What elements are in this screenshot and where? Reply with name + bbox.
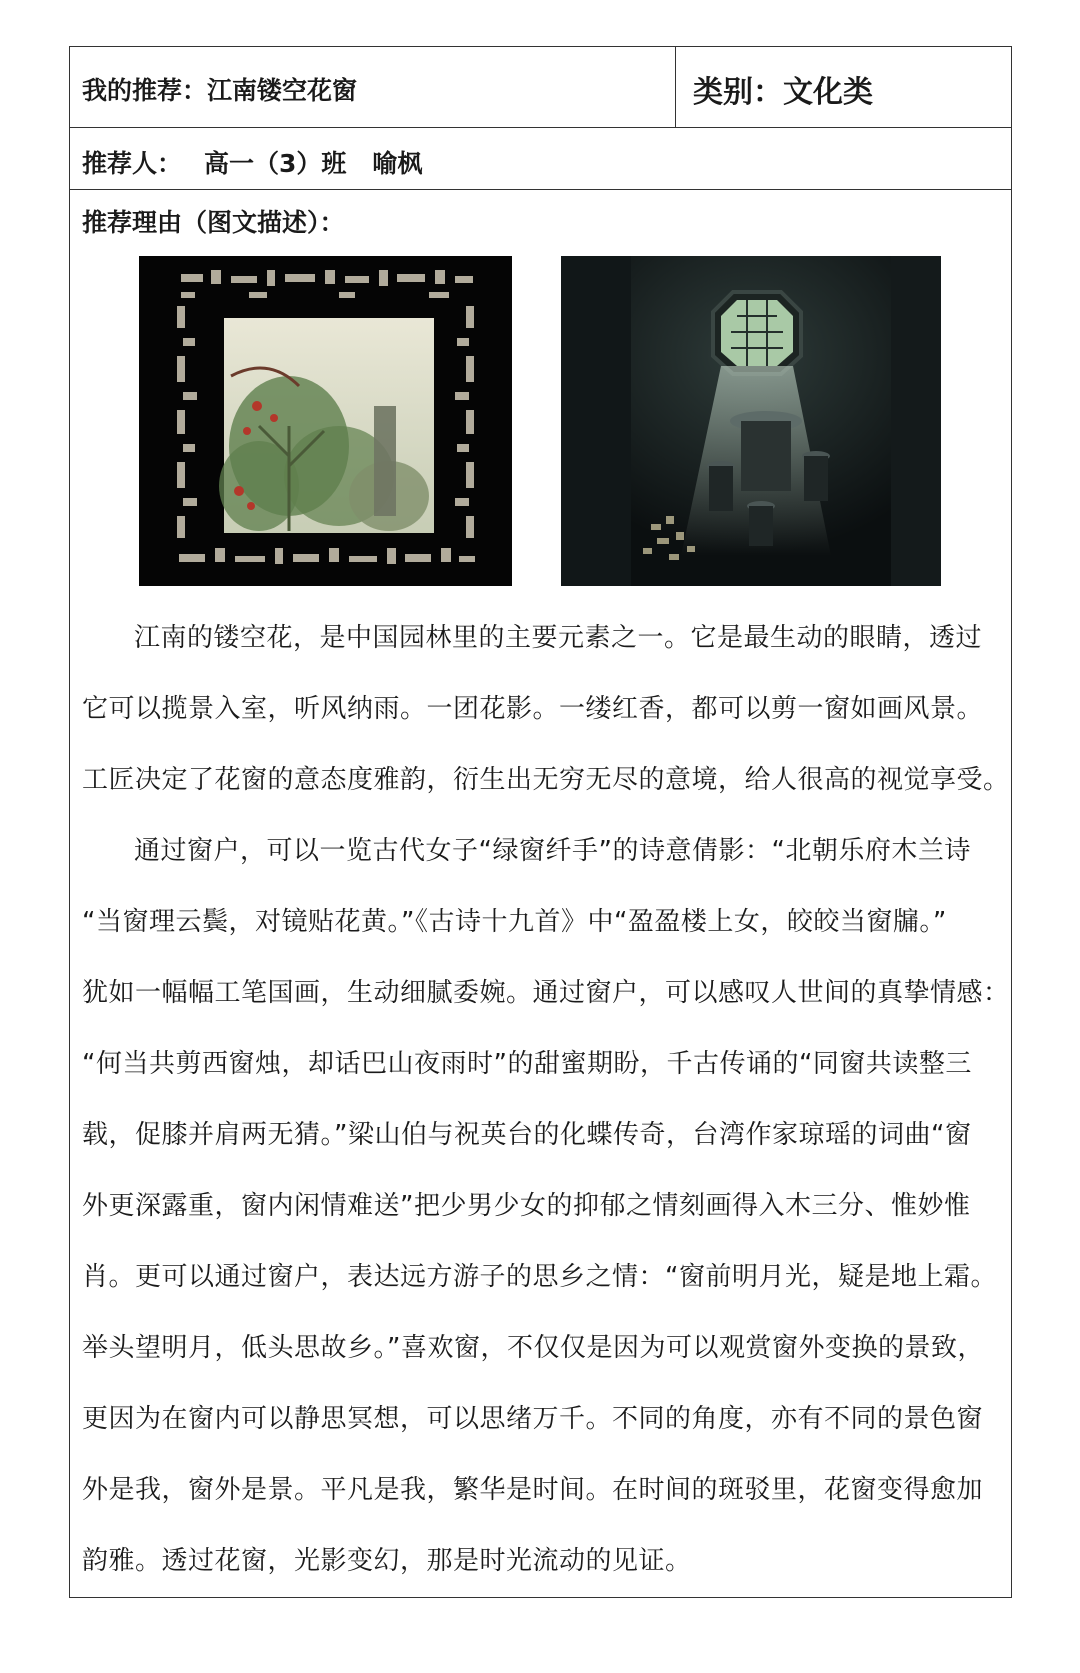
- body-line: 韵雅。透过花窗，光影变幻，那是时光流动的见证。: [82, 1546, 692, 1576]
- recommendation-title: 我的推荐：江南镂空花窗: [82, 76, 358, 105]
- column-divider: [675, 47, 676, 127]
- body-line: “当窗理云鬓，对镜贴花黄。”《古诗十九首》中“盈盈楼上女，皎皎当窗牖。”: [82, 907, 947, 937]
- recommendation-body: [82, 603, 1010, 1597]
- lattice-window-illustration: [139, 256, 512, 586]
- window-light-room-illustration: [561, 256, 941, 586]
- body-line: 它可以揽景入室，听风纳雨。一团花影。一缕红香，都可以剪一窗如画风景。: [82, 694, 984, 724]
- recommender-name: 喻枫: [372, 149, 423, 178]
- body-line: 江南的镂空花，是中国园林里的主要元素之一。它是最生动的眼睛，透过: [134, 623, 983, 653]
- row-divider: [70, 127, 1011, 128]
- body-line: 通过窗户，可以一览古代女子“绿窗纤手”的诗意倩影：“北朝乐府木兰诗: [134, 836, 971, 866]
- category-label: 类别：文化类: [693, 75, 873, 110]
- recommender-class: 高一（3）班: [204, 149, 347, 178]
- body-line: 更因为在窗内可以静思冥想，可以思绪万千。不同的角度，亦有不同的景色窗: [82, 1404, 984, 1434]
- body-line: 举头望明月，低头思故乡。”喜欢窗，不仅仅是因为可以观赏窗外变换的景致，: [82, 1333, 984, 1363]
- body-line: 肖。更可以通过窗户，表达远方游子的思乡之情：“窗前明月光，疑是地上霜。: [82, 1262, 997, 1292]
- body-line: 外是我，窗外是景。平凡是我，繁华是时间。在时间的斑驳里，花窗变得愈加: [82, 1475, 984, 1505]
- body-line: 载，促膝并肩两无猜。”梁山伯与祝英台的化蝶传奇，台湾作家琼瑶的词曲“窗: [82, 1120, 972, 1150]
- window-light-room-photo: [561, 256, 941, 586]
- body-line: 外更深露重，窗内闲情难送”把少男少女的抑郁之情刻画得入木三分、惟妙惟: [82, 1191, 971, 1221]
- recommender-info: [82, 144, 422, 180]
- body-line: “何当共剪西窗烛，却话巴山夜雨时”的甜蜜期盼，千古传诵的“同窗共读整三: [82, 1049, 972, 1079]
- row-divider: [70, 189, 1011, 190]
- recommender-label: 推荐人：: [82, 149, 183, 178]
- body-line: 工匠决定了花窗的意态度雅韵，衍生出无穷无尽的意境，给人很高的视觉享受。: [82, 765, 1010, 795]
- reason-label: 推荐理由（图文描述）：: [82, 208, 345, 237]
- lattice-window-photo: [139, 256, 512, 586]
- body-line: 犹如一幅幅工笔国画，生动细腻委婉。通过窗户，可以感叹人世间的真挚情感：: [82, 978, 1010, 1008]
